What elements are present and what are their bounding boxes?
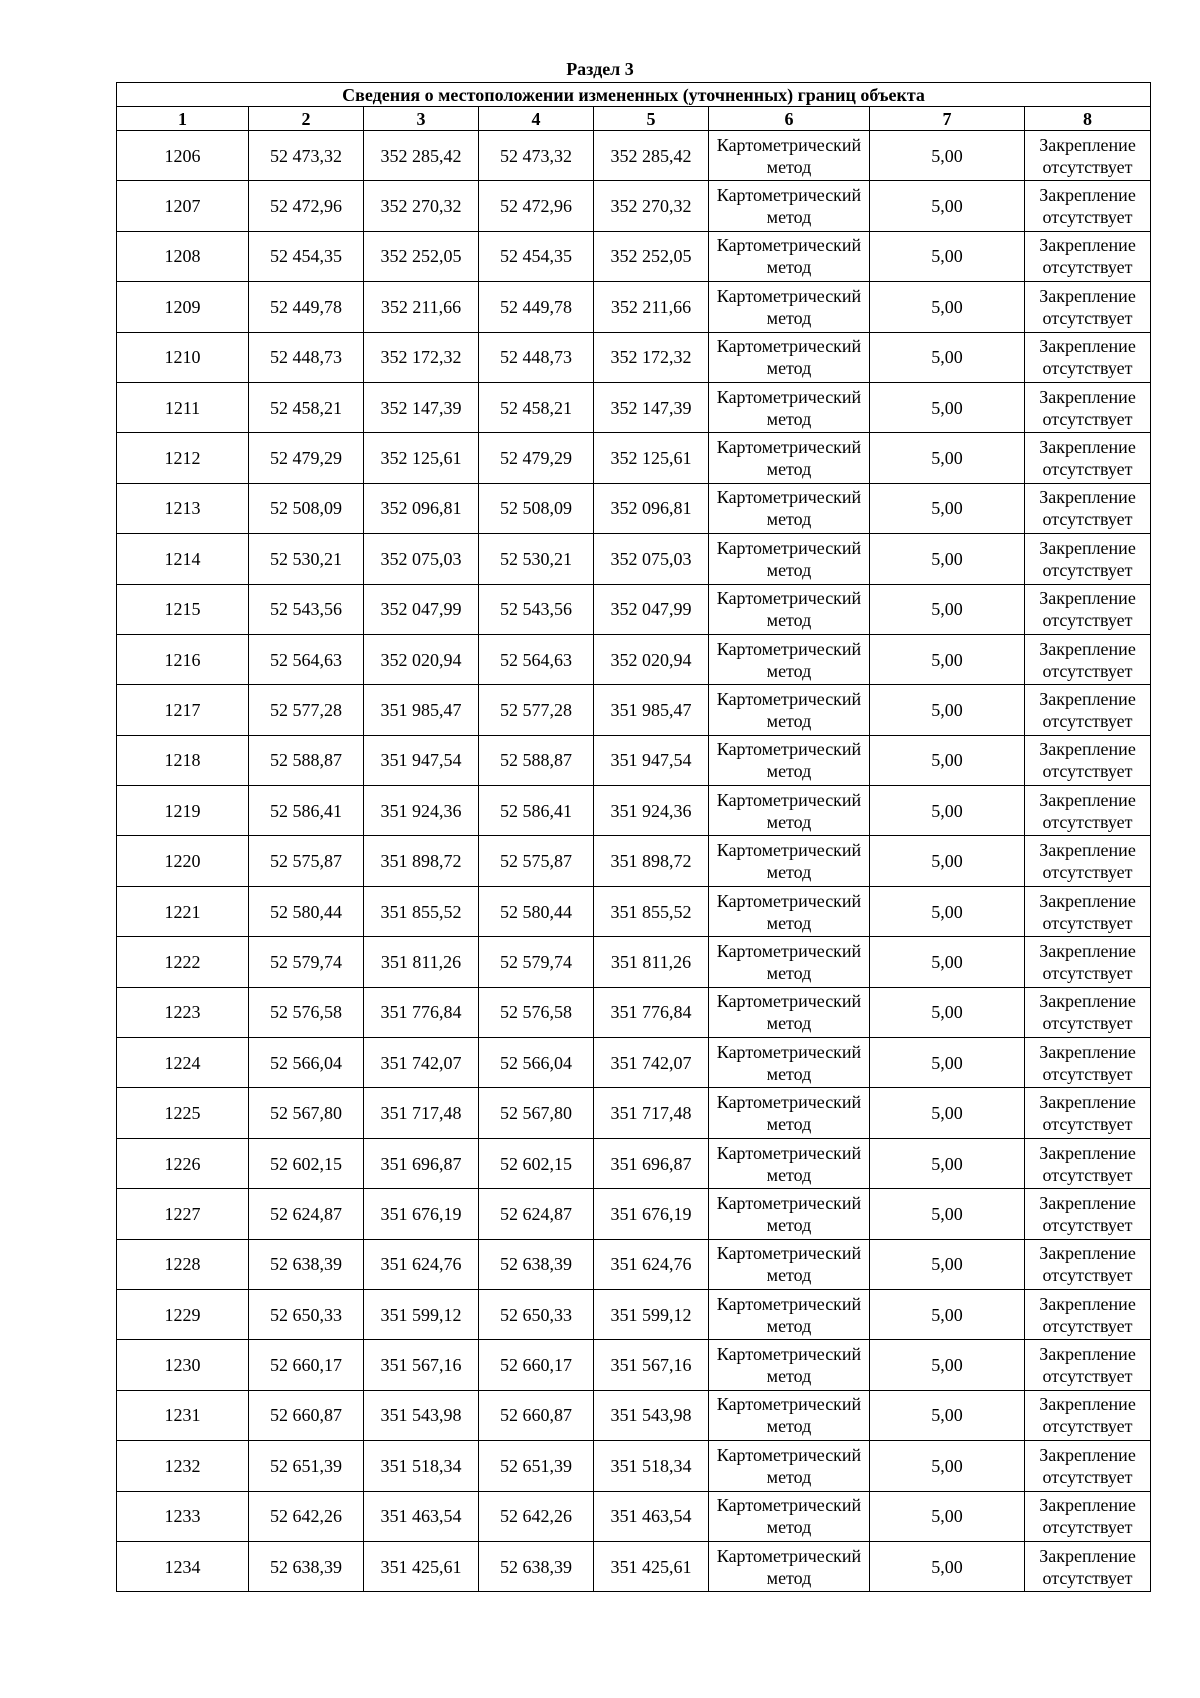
fixation-cell: Закрепление отсутствует [1025, 836, 1151, 886]
x-new-cell: 52 472,96 [479, 181, 594, 231]
x-new-cell: 52 567,80 [479, 1088, 594, 1138]
y-old-cell: 351 717,48 [364, 1088, 479, 1138]
accuracy-cell: 5,00 [870, 231, 1025, 281]
x-old-cell: 52 624,87 [249, 1189, 364, 1239]
column-number: 6 [709, 107, 870, 131]
fixation-cell: Закрепление отсутствует [1025, 1340, 1151, 1390]
method-cell: Картометрический метод [709, 735, 870, 785]
method-cell: Картометрический метод [709, 1088, 870, 1138]
x-new-cell: 52 530,21 [479, 534, 594, 584]
x-new-cell: 52 454,35 [479, 231, 594, 281]
y-old-cell: 352 096,81 [364, 483, 479, 533]
fixation-cell: Закрепление отсутствует [1025, 131, 1151, 181]
table-row [117, 584, 1151, 634]
accuracy-cell: 5,00 [870, 433, 1025, 483]
column-number: 8 [1025, 107, 1151, 131]
x-new-cell: 52 660,17 [479, 1340, 594, 1390]
y-new-cell: 351 947,54 [594, 735, 709, 785]
column-number: 1 [117, 107, 249, 131]
column-number: 5 [594, 107, 709, 131]
y-old-cell: 352 270,32 [364, 181, 479, 231]
y-new-cell: 352 252,05 [594, 231, 709, 281]
x-old-cell: 52 642,26 [249, 1491, 364, 1541]
point-number-cell: 1216 [117, 634, 249, 684]
section-title: Раздел 3 [566, 59, 634, 79]
y-new-cell: 351 567,16 [594, 1340, 709, 1390]
y-new-cell: 351 924,36 [594, 786, 709, 836]
fixation-cell: Закрепление отсутствует [1025, 937, 1151, 987]
point-number-cell: 1219 [117, 786, 249, 836]
method-cell: Картометрический метод [709, 836, 870, 886]
point-number-cell: 1234 [117, 1541, 249, 1591]
x-old-cell: 52 576,58 [249, 987, 364, 1037]
table-row [117, 1441, 1151, 1491]
y-new-cell: 351 717,48 [594, 1088, 709, 1138]
fixation-cell: Закрепление отсутствует [1025, 1038, 1151, 1088]
table-row [117, 433, 1151, 483]
y-old-cell: 351 898,72 [364, 836, 479, 886]
y-new-cell: 351 676,19 [594, 1189, 709, 1239]
accuracy-cell: 5,00 [870, 181, 1025, 231]
y-old-cell: 352 147,39 [364, 382, 479, 432]
y-new-cell: 352 047,99 [594, 584, 709, 634]
y-new-cell: 351 518,34 [594, 1441, 709, 1491]
point-number-cell: 1221 [117, 886, 249, 936]
point-number-cell: 1220 [117, 836, 249, 886]
y-old-cell: 351 518,34 [364, 1441, 479, 1491]
y-old-cell: 352 075,03 [364, 534, 479, 584]
point-number-cell: 1206 [117, 131, 249, 181]
y-new-cell: 351 543,98 [594, 1390, 709, 1440]
table-row [117, 131, 1151, 181]
method-cell: Картометрический метод [709, 937, 870, 987]
accuracy-cell: 5,00 [870, 1138, 1025, 1188]
x-new-cell: 52 473,32 [479, 131, 594, 181]
x-old-cell: 52 473,32 [249, 131, 364, 181]
x-new-cell: 52 479,29 [479, 433, 594, 483]
point-number-cell: 1227 [117, 1189, 249, 1239]
y-new-cell: 352 270,32 [594, 181, 709, 231]
point-number-cell: 1226 [117, 1138, 249, 1188]
accuracy-cell: 5,00 [870, 1088, 1025, 1138]
accuracy-cell: 5,00 [870, 937, 1025, 987]
point-number-cell: 1208 [117, 231, 249, 281]
x-old-cell: 52 577,28 [249, 685, 364, 735]
y-old-cell: 352 020,94 [364, 634, 479, 684]
y-old-cell: 352 047,99 [364, 584, 479, 634]
y-new-cell: 352 125,61 [594, 433, 709, 483]
point-number-cell: 1230 [117, 1340, 249, 1390]
fixation-cell: Закрепление отсутствует [1025, 433, 1151, 483]
method-cell: Картометрический метод [709, 282, 870, 332]
method-cell: Картометрический метод [709, 886, 870, 936]
table-row [117, 382, 1151, 432]
y-new-cell: 351 425,61 [594, 1541, 709, 1591]
fixation-cell: Закрепление отсутствует [1025, 181, 1151, 231]
accuracy-cell: 5,00 [870, 685, 1025, 735]
x-new-cell: 52 543,56 [479, 584, 594, 634]
point-number-cell: 1232 [117, 1441, 249, 1491]
table-row [117, 1189, 1151, 1239]
y-old-cell: 351 696,87 [364, 1138, 479, 1188]
fixation-cell: Закрепление отсутствует [1025, 786, 1151, 836]
method-cell: Картометрический метод [709, 231, 870, 281]
fixation-cell: Закрепление отсутствует [1025, 634, 1151, 684]
table-row [117, 634, 1151, 684]
point-number-cell: 1225 [117, 1088, 249, 1138]
boundary-table [116, 82, 1151, 1592]
y-new-cell: 351 624,76 [594, 1239, 709, 1289]
y-old-cell: 351 776,84 [364, 987, 479, 1037]
y-new-cell: 351 696,87 [594, 1138, 709, 1188]
fixation-cell: Закрепление отсутствует [1025, 382, 1151, 432]
accuracy-cell: 5,00 [870, 634, 1025, 684]
y-old-cell: 351 676,19 [364, 1189, 479, 1239]
table-row [117, 1138, 1151, 1188]
fixation-cell: Закрепление отсутствует [1025, 584, 1151, 634]
table-row [117, 987, 1151, 1037]
y-new-cell: 352 211,66 [594, 282, 709, 332]
x-new-cell: 52 638,39 [479, 1239, 594, 1289]
method-cell: Картометрический метод [709, 1138, 870, 1188]
x-old-cell: 52 638,39 [249, 1239, 364, 1289]
point-number-cell: 1214 [117, 534, 249, 584]
x-old-cell: 52 650,33 [249, 1289, 364, 1339]
y-old-cell: 351 624,76 [364, 1239, 479, 1289]
x-new-cell: 52 588,87 [479, 735, 594, 785]
accuracy-cell: 5,00 [870, 1189, 1025, 1239]
table-row [117, 1491, 1151, 1541]
x-old-cell: 52 454,35 [249, 231, 364, 281]
table-row [117, 836, 1151, 886]
fixation-cell: Закрепление отсутствует [1025, 1289, 1151, 1339]
table-row [117, 886, 1151, 936]
x-new-cell: 52 651,39 [479, 1441, 594, 1491]
y-old-cell: 352 211,66 [364, 282, 479, 332]
method-cell: Картометрический метод [709, 1340, 870, 1390]
method-cell: Картометрический метод [709, 1289, 870, 1339]
y-new-cell: 351 855,52 [594, 886, 709, 936]
fixation-cell: Закрепление отсутствует [1025, 483, 1151, 533]
fixation-cell: Закрепление отсутствует [1025, 1541, 1151, 1591]
y-new-cell: 351 776,84 [594, 987, 709, 1037]
x-old-cell: 52 566,04 [249, 1038, 364, 1088]
point-number-cell: 1218 [117, 735, 249, 785]
y-new-cell: 351 898,72 [594, 836, 709, 886]
method-cell: Картометрический метод [709, 1541, 870, 1591]
method-cell: Картометрический метод [709, 433, 870, 483]
accuracy-cell: 5,00 [870, 1289, 1025, 1339]
table-row [117, 786, 1151, 836]
y-new-cell: 352 020,94 [594, 634, 709, 684]
x-old-cell: 52 580,44 [249, 886, 364, 936]
table-row [117, 1239, 1151, 1289]
fixation-cell: Закрепление отсутствует [1025, 1390, 1151, 1440]
y-old-cell: 352 285,42 [364, 131, 479, 181]
table-row [117, 332, 1151, 382]
table-row [117, 735, 1151, 785]
accuracy-cell: 5,00 [870, 987, 1025, 1037]
accuracy-cell: 5,00 [870, 786, 1025, 836]
table-row [117, 1038, 1151, 1088]
method-cell: Картометрический метод [709, 1441, 870, 1491]
point-number-cell: 1231 [117, 1390, 249, 1440]
fixation-cell: Закрепление отсутствует [1025, 886, 1151, 936]
column-number-row [117, 107, 1151, 131]
point-number-cell: 1217 [117, 685, 249, 735]
table-row [117, 483, 1151, 533]
table-row [117, 1340, 1151, 1390]
x-old-cell: 52 588,87 [249, 735, 364, 785]
y-new-cell: 351 463,54 [594, 1491, 709, 1541]
method-cell: Картометрический метод [709, 786, 870, 836]
x-old-cell: 52 530,21 [249, 534, 364, 584]
y-old-cell: 351 742,07 [364, 1038, 479, 1088]
method-cell: Картометрический метод [709, 685, 870, 735]
point-number-cell: 1228 [117, 1239, 249, 1289]
point-number-cell: 1229 [117, 1289, 249, 1339]
y-new-cell: 352 147,39 [594, 382, 709, 432]
y-new-cell: 352 075,03 [594, 534, 709, 584]
method-cell: Картометрический метод [709, 1390, 870, 1440]
accuracy-cell: 5,00 [870, 1340, 1025, 1390]
x-new-cell: 52 660,87 [479, 1390, 594, 1440]
accuracy-cell: 5,00 [870, 282, 1025, 332]
fixation-cell: Закрепление отсутствует [1025, 685, 1151, 735]
point-number-cell: 1215 [117, 584, 249, 634]
fixation-cell: Закрепление отсутствует [1025, 231, 1151, 281]
x-old-cell: 52 479,29 [249, 433, 364, 483]
x-new-cell: 52 564,63 [479, 634, 594, 684]
x-old-cell: 52 660,87 [249, 1390, 364, 1440]
x-new-cell: 52 577,28 [479, 685, 594, 735]
table-row [117, 685, 1151, 735]
y-old-cell: 351 855,52 [364, 886, 479, 936]
x-new-cell: 52 576,58 [479, 987, 594, 1037]
point-number-cell: 1223 [117, 987, 249, 1037]
accuracy-cell: 5,00 [870, 735, 1025, 785]
accuracy-cell: 5,00 [870, 131, 1025, 181]
column-number: 4 [479, 107, 594, 131]
accuracy-cell: 5,00 [870, 1239, 1025, 1289]
x-new-cell: 52 642,26 [479, 1491, 594, 1541]
fixation-cell: Закрепление отсутствует [1025, 1441, 1151, 1491]
x-old-cell: 52 458,21 [249, 382, 364, 432]
method-cell: Картометрический метод [709, 1038, 870, 1088]
y-new-cell: 352 096,81 [594, 483, 709, 533]
point-number-cell: 1222 [117, 937, 249, 987]
x-old-cell: 52 660,17 [249, 1340, 364, 1390]
y-old-cell: 351 599,12 [364, 1289, 479, 1339]
method-cell: Картометрический метод [709, 634, 870, 684]
point-number-cell: 1224 [117, 1038, 249, 1088]
fixation-cell: Закрепление отсутствует [1025, 1189, 1151, 1239]
method-cell: Картометрический метод [709, 332, 870, 382]
fixation-cell: Закрепление отсутствует [1025, 735, 1151, 785]
point-number-cell: 1210 [117, 332, 249, 382]
fixation-cell: Закрепление отсутствует [1025, 332, 1151, 382]
y-new-cell: 352 172,32 [594, 332, 709, 382]
accuracy-cell: 5,00 [870, 1390, 1025, 1440]
accuracy-cell: 5,00 [870, 483, 1025, 533]
method-cell: Картометрический метод [709, 382, 870, 432]
y-new-cell: 351 599,12 [594, 1289, 709, 1339]
y-old-cell: 351 985,47 [364, 685, 479, 735]
x-new-cell: 52 449,78 [479, 282, 594, 332]
x-old-cell: 52 543,56 [249, 584, 364, 634]
accuracy-cell: 5,00 [870, 836, 1025, 886]
fixation-cell: Закрепление отсутствует [1025, 282, 1151, 332]
x-new-cell: 52 602,15 [479, 1138, 594, 1188]
fixation-cell: Закрепление отсутствует [1025, 1239, 1151, 1289]
y-old-cell: 351 543,98 [364, 1390, 479, 1440]
x-old-cell: 52 575,87 [249, 836, 364, 886]
x-old-cell: 52 449,78 [249, 282, 364, 332]
accuracy-cell: 5,00 [870, 1541, 1025, 1591]
x-new-cell: 52 579,74 [479, 937, 594, 987]
x-new-cell: 52 458,21 [479, 382, 594, 432]
table-row [117, 181, 1151, 231]
table-row [117, 1390, 1151, 1440]
x-old-cell: 52 638,39 [249, 1541, 364, 1591]
method-cell: Картометрический метод [709, 1189, 870, 1239]
point-number-cell: 1207 [117, 181, 249, 231]
accuracy-cell: 5,00 [870, 1038, 1025, 1088]
table-caption: Сведения о местоположении измененных (уточненных) границ объекта [117, 83, 1151, 107]
y-old-cell: 352 125,61 [364, 433, 479, 483]
point-number-cell: 1209 [117, 282, 249, 332]
column-number: 7 [870, 107, 1025, 131]
y-old-cell: 351 811,26 [364, 937, 479, 987]
point-number-cell: 1212 [117, 433, 249, 483]
x-new-cell: 52 580,44 [479, 886, 594, 936]
y-old-cell: 351 425,61 [364, 1541, 479, 1591]
y-old-cell: 351 924,36 [364, 786, 479, 836]
table-row [117, 1088, 1151, 1138]
accuracy-cell: 5,00 [870, 584, 1025, 634]
x-new-cell: 52 624,87 [479, 1189, 594, 1239]
accuracy-cell: 5,00 [870, 1491, 1025, 1541]
x-old-cell: 52 579,74 [249, 937, 364, 987]
column-number: 2 [249, 107, 364, 131]
point-number-cell: 1213 [117, 483, 249, 533]
y-old-cell: 351 463,54 [364, 1491, 479, 1541]
fixation-cell: Закрепление отсутствует [1025, 534, 1151, 584]
x-old-cell: 52 472,96 [249, 181, 364, 231]
fixation-cell: Закрепление отсутствует [1025, 1491, 1151, 1541]
y-new-cell: 351 742,07 [594, 1038, 709, 1088]
method-cell: Картометрический метод [709, 987, 870, 1037]
y-old-cell: 351 567,16 [364, 1340, 479, 1390]
table-row [117, 937, 1151, 987]
x-old-cell: 52 586,41 [249, 786, 364, 836]
x-old-cell: 52 567,80 [249, 1088, 364, 1138]
x-new-cell: 52 448,73 [479, 332, 594, 382]
table-row [117, 534, 1151, 584]
x-old-cell: 52 651,39 [249, 1441, 364, 1491]
x-old-cell: 52 602,15 [249, 1138, 364, 1188]
point-number-cell: 1211 [117, 382, 249, 432]
method-cell: Картометрический метод [709, 584, 870, 634]
y-new-cell: 351 985,47 [594, 685, 709, 735]
method-cell: Картометрический метод [709, 181, 870, 231]
table-row [117, 231, 1151, 281]
x-old-cell: 52 448,73 [249, 332, 364, 382]
table-row [117, 1541, 1151, 1591]
y-old-cell: 351 947,54 [364, 735, 479, 785]
method-cell: Картометрический метод [709, 483, 870, 533]
accuracy-cell: 5,00 [870, 534, 1025, 584]
method-cell: Картометрический метод [709, 1239, 870, 1289]
fixation-cell: Закрепление отсутствует [1025, 987, 1151, 1037]
y-new-cell: 352 285,42 [594, 131, 709, 181]
x-new-cell: 52 586,41 [479, 786, 594, 836]
table-row [117, 1289, 1151, 1339]
x-new-cell: 52 566,04 [479, 1038, 594, 1088]
table-caption-row [117, 83, 1151, 107]
x-old-cell: 52 564,63 [249, 634, 364, 684]
method-cell: Картометрический метод [709, 534, 870, 584]
y-new-cell: 351 811,26 [594, 937, 709, 987]
accuracy-cell: 5,00 [870, 382, 1025, 432]
x-new-cell: 52 575,87 [479, 836, 594, 886]
fixation-cell: Закрепление отсутствует [1025, 1138, 1151, 1188]
x-new-cell: 52 650,33 [479, 1289, 594, 1339]
y-old-cell: 352 252,05 [364, 231, 479, 281]
method-cell: Картометрический метод [709, 1491, 870, 1541]
point-number-cell: 1233 [117, 1491, 249, 1541]
column-number: 3 [364, 107, 479, 131]
accuracy-cell: 5,00 [870, 332, 1025, 382]
x-old-cell: 52 508,09 [249, 483, 364, 533]
x-new-cell: 52 508,09 [479, 483, 594, 533]
y-old-cell: 352 172,32 [364, 332, 479, 382]
table-row [117, 282, 1151, 332]
fixation-cell: Закрепление отсутствует [1025, 1088, 1151, 1138]
accuracy-cell: 5,00 [870, 886, 1025, 936]
accuracy-cell: 5,00 [870, 1441, 1025, 1491]
x-new-cell: 52 638,39 [479, 1541, 594, 1591]
method-cell: Картометрический метод [709, 131, 870, 181]
